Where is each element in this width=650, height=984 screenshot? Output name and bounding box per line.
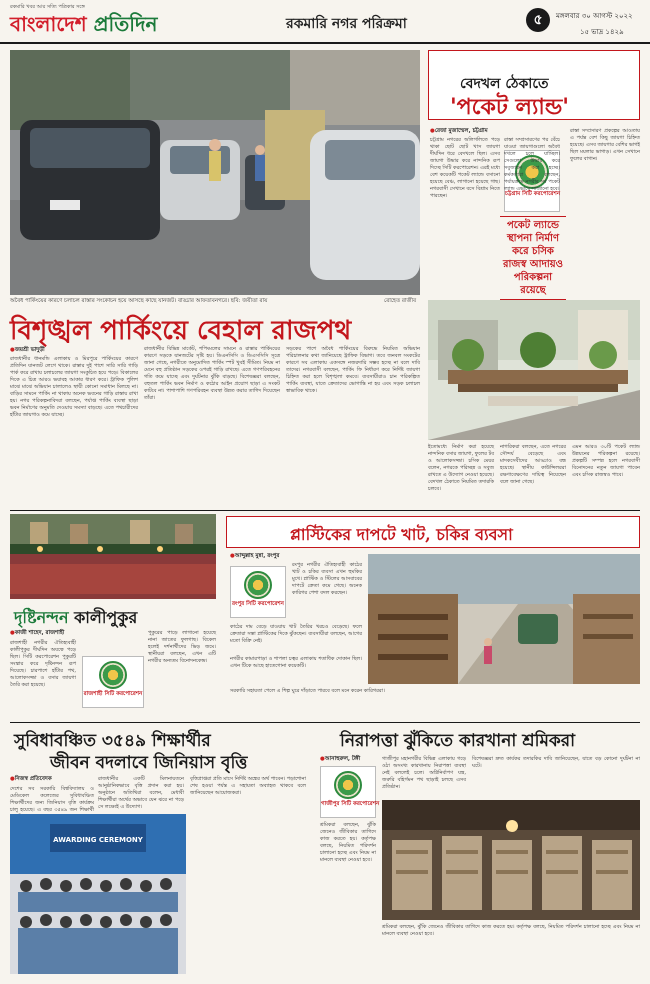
rangpur-logo-box xyxy=(230,566,286,618)
section-title: রকমারি নগর পরিক্রমা xyxy=(286,16,407,32)
plastic-col-1: রংপুর নগরীর ঐতিহ্যবাহী কাঠের খাট ও চকির ব্যবসা এখন হুমকির মুখে। প্লাস্টিক ও স্টিলের আসবাবের দাপটে ক্রেতা কমে গেছে। অনেক কারিগর পেশা বদল করছেন। xyxy=(292,562,362,596)
parking-photo xyxy=(10,50,420,295)
plastic-byline: ● আব্দুল্লাহ মুন্না, রংপুর xyxy=(230,553,279,561)
scholarship-photo xyxy=(10,814,186,974)
scholarship-photo-banner: AWARDING CEREMONY xyxy=(53,836,143,844)
brand-part1: বাংলাদেশ xyxy=(10,12,94,36)
rajshahi-logo-icon xyxy=(99,661,127,689)
gazipur-logo-label: গাজীপুর সিটি করপোরেশন xyxy=(321,801,380,807)
kalipukur-col-2: পুকুরের পাড়ে লাগানো হয়েছে নানা জাতের ফুলগাছ। বিকেল হলেই দর্শনার্থীদের ভিড় জমে। স্থানীয়রা বলছেন, এখন এটি নগরীর অন্যতম বিনোদনকেন্দ্র। xyxy=(148,630,216,664)
divider-1 xyxy=(10,510,640,511)
gazipur-logo-box xyxy=(320,766,380,818)
scholarship-col-2: রাজধানীর একটি মিলনায়তনে আনুষ্ঠানিকভাবে বৃত্তি প্রদান করা হয়। অনুষ্ঠানে অতিথিরা বলেন, মেধাবী শিক্ষার্থীরা অর্থের অভাবে যেন ঝরে না পড়ে সে লক্ষ্যেই এ উদ্যোগ। xyxy=(98,776,184,810)
kalipukur-byline: ● কাজী শাহেদ, রাজশাহী xyxy=(10,630,64,638)
pocket-bottom-col-3: এমন আরও ৩০টি পকেট ল্যান্ড উন্নয়নের পরিকল্পনা রয়েছে। প্রকল্পটি সম্পন্ন হলে নগরবাসী বিনোদনের নতুন জায়গা পাবেন এবং চসিক রাজস্বও পাবে। xyxy=(572,444,640,478)
brand-logo xyxy=(10,10,157,43)
rangpur-logo-icon xyxy=(244,571,272,599)
workers-photo-image xyxy=(382,800,640,920)
kalipukur-photo xyxy=(10,514,216,599)
pocket-pullquote: পকেট ল্যান্ডে স্থাপনা নির্মাণ করে চসিক রাজস্ব আদায়ও পরিকল্পনা রয়েছে xyxy=(500,216,566,300)
pocket-bottom-col-2: নাগরিকরা বলছেন, এতে নগরের সৌন্দর্য বেড়েছে এবং মাদকসেবীদের আড্ডাও বন্ধ হয়েছে। স্থানীয় কাউন্সিলররা রক্ষণাবেক্ষণের দায়িত্ব নিয়েছেন বলে জানা গেছে। xyxy=(500,444,566,485)
parking-col-3: সড়কের পাশে অবৈধ পার্কিংয়ের বিরুদ্ধে নিয়মিত অভিযান পরিচালনার কথা জানিয়েছে ট্রাফিক বিভাগ। তবে জনবল সংকটের কারণে সব এলাকায় একসঙ্গে নজরদারি সম্ভব হচ্ছে না বলে দাবি তাদের। নগরবাসী বলছেন, পার্কিং ফি নির্ধারণ করে নির্দিষ্ট জায়গা চিহ্নিত করা হলে বিশৃঙ্খলা কমবে। ব্যবসায়ীরাও চান পরিকল্পিত পার্কিং ব্যবস্থা, যাতে ক্রেতাদের ভোগান্তি না হয় এবং সড়ক চলাচল স্বাভাবিক থাকে। xyxy=(286,346,420,394)
brand-tagline: রকমারি খবর আর সত্যি পত্রিকার সঙ্গে xyxy=(10,4,85,10)
pocket-col-3: রাস্তা সম্প্রসারণ প্রকল্পের আওতায় এ পর্যন্ত বেশ কিছু জায়গা চিহ্নিত হয়েছে। এসব জায়গার বেশির ভাগই ছিল ময়লার ভাগাড়। এখন সেখানে ফুলের বাগান। xyxy=(570,128,641,162)
page-number: ৫ xyxy=(526,8,550,32)
workers-byline: ● আনাহুরুল, টঙ্গী xyxy=(320,756,360,764)
parking-photo-credit: রোহেত রাজীব xyxy=(384,298,417,304)
brand-part2: প্রতিদিন xyxy=(93,12,158,36)
plastic-col-4: সরকারি সহায়তা পেলে এ শিল্প ঘুরে দাঁড়াতে পারবে বলে মনে করেন কারিগররা। xyxy=(230,688,385,694)
divider-2 xyxy=(10,722,640,723)
plastic-col-2: কাঠের দাম বেড়ে যাওয়ায় খাট তৈরির খরচও বেড়েছে। ফলে ক্রেতারা সস্তা প্লাস্টিকের দিকে ঝুঁকছেন। ব্যবসায়ীরা বলছেন, আগের মতো বিক্রি নেই। xyxy=(230,624,362,644)
pocket-col-2: রাস্তা সম্প্রসারণের পর বেঁচে যাওয়া জায়গাগুলো অবৈধ দখলে চলে যাচ্ছিল। সেগুলো উদ্ধার করে সবুজায়ন করা হচ্ছে। কর্মকর্তারা বলছেন, পর্যায়ক্রমে নগরীর সব পকেট ল্যান্ড এভাবে সাজানো হবে। xyxy=(504,137,560,192)
pocket-kicker: বেদখল ঠেকাতে xyxy=(460,76,549,92)
parking-headline: বিশৃঙ্খল পার্কিংয়ে বেহাল রাজপথ xyxy=(10,316,352,346)
kalipukur-col-1: রাজশাহী নগরীর ঐতিহ্যবাহী কালীপুকুর দীর্ঘদিন অযত্নে পড়ে ছিল। সিটি করপোরেশন পুকুরটি সংস্কার করে দৃষ্টিনন্দন রূপ দিয়েছে। চারপাশে হাঁটার পথ, আলোকসজ্জা ও বসার জায়গা তৈরি করা হয়েছে। xyxy=(10,640,76,688)
parking-photo-caption: অবৈধ পার্কিংয়ের কারণে চলাচল রাস্তার সংকোচন হয়ে আসছে কাছে যানজট। বাড্ডার আফতাবনগরে। ছবি: জয়ীতা রায় xyxy=(10,298,268,304)
pocket-photo-image xyxy=(428,300,640,440)
chattogram-logo-label: চট্টগ্রাম সিটি করপোরেশন xyxy=(505,191,560,197)
scholarship-col-3: বৃত্তিপ্রাপ্তরা প্রতি মাসে নির্দিষ্ট অঙ্কের অর্থ পাবেন। পড়াশোনা শেষ হওয়া পর্যন্ত এ সহায়তা অব্যাহত থাকবে বলে জানিয়েছেন আয়োজকরা। xyxy=(190,776,306,796)
pocket-bottom-col-1: ইতোমধ্যে নির্মাণ করা হয়েছে নান্দনিক বসার জায়গা, ফুলের টব ও আলোকসজ্জা। চসিক মেয়র বলেন, নগরকে পরিচ্ছন্ন ও সবুজ রাখতে এ উদ্যোগ নেওয়া হয়েছে। বেদখল ঠেকাতে নিয়মিত তদারকি চলবে। xyxy=(428,444,494,492)
parking-photo-image xyxy=(10,50,420,295)
workers-col-1: গাজীপুর মহানগরীর বিভিন্ন এলাকায় গড়ে ওঠা অসংখ্য কারখানায় নিরাপত্তা ব্যবস্থা নেই বললেই চলে। অগ্নিনির্বাপণ যন্ত্র, জরুরি বহির্গমন পথ ছাড়াই চলছে এসব প্রতিষ্ঠান। xyxy=(382,756,466,790)
pocket-headline: 'পকেট ল্যান্ড' xyxy=(450,94,569,120)
date-line-1: মঙ্গলবার ৩০ আগস্ট ২০২২ xyxy=(556,12,633,20)
rajshahi-logo-label: রাজশাহী সিটি করপোরেশন xyxy=(83,691,143,697)
workers-col-4: শ্রমিকরা বলছেন, ঝুঁকি জেনেও জীবিকার তাগিদে কাজ করতে হয়। কর্তৃপক্ষ বলছে, নিয়মিত পরিদর্শন চালানো হচ্ছে এবং নিয়ম না মানলে ব্যবস্থা নেওয়া হবে। xyxy=(382,924,640,937)
workers-photo xyxy=(382,800,640,920)
workers-col-2: শ্রমিকরা বলছেন, ঝুঁকি জেনেও জীবিকার তাগিদে কাজ করতে হয়। কর্তৃপক্ষ বলছে, নিয়মিত পরিদর্শন চালানো হচ্ছে এবং নিয়ম না মানলে ব্যবস্থা নেওয়া হবে। xyxy=(320,822,376,863)
kalipukur-headline xyxy=(14,605,137,632)
kalipukur-photo-image xyxy=(10,514,216,599)
date-line-2: ১৫ ভাদ্র ১৪২৯ xyxy=(580,28,624,36)
plastic-headline: প্লাস্টিকের দাপটে খাট, চকির ব্যবসা xyxy=(290,525,513,544)
kalipukur-headline-part1: দৃষ্টিনন্দন xyxy=(14,608,75,627)
scholarship-headline-1: সুবিধাবঞ্চিত ৩৫৪৯ শিক্ষার্থীর xyxy=(14,731,211,751)
pocket-photo xyxy=(428,300,640,440)
parking-col-1: রাজধানীর ধানমন্ডি এলাকায় ও মিরপুরে পার্কিংয়ের কারণে প্রতিদিন যানজট লেগে থাকে। রাস্তার দুই পাশে সারি সারি গাড়ি পার্ক করে রাখায় চলাচলের জায়গা সংকুচিত হয়ে পড়ে। বিকালের দিকে এ চিত্র আরও ভয়াবহ আকার ধারণ করে। ট্রাফিক পুলিশ মাঝে মাঝে অভিযান চালালেও স্থায়ী কোনো সমাধান মিলছে না। বাড়ির সামনে পার্কিং না থাকায় অনেক ভবনের গাড়ি রাস্তায় রাখা হয়। নগর পরিকল্পনাবিদরা বলছেন, পর্যাপ্ত পার্কিং ব্যবস্থা ছাড়া ভবন নির্মাণের অনুমতি দেওয়ায় সমস্যা বাড়ছে। এতে পথচারীদের হাঁটার জায়গাও কমে যাচ্ছে। xyxy=(10,356,138,418)
pocket-col-1: চট্টগ্রাম নগরের অলিগলিতে পড়ে থাকা ছোট ছোট খাস জায়গা দীর্ঘদিন ধরে বেদখলে ছিল। এসব জায়গা উদ্ধার করে নান্দনিক রূপ দিচ্ছে সিটি করপোরেশন। এরই মধ্যে বেশ কয়েকটি পকেট ল্যান্ডে বসানো হয়েছে বেঞ্চ, লাগানো হয়েছে গাছ। নগরবাসী সেখানে বসে বিশ্রাম নিতে পারছেন। xyxy=(430,137,500,199)
workers-col-3: বিশেষজ্ঞরা দ্রুত কার্যকর তদারকির দাবি জানিয়েছেন, যাতে বড় কোনো দুর্ঘটনা না ঘটে। xyxy=(472,756,640,769)
parking-col-2: রাজধানীর বিভিন্ন মার্কেট, শপিংমলের সামনে ও রাস্তার পার্কিংয়ের কারণে সড়কে যানজটের সৃষ্টি হয়। ডিএনসিসি ও ডিএসসিসি সূত্রে জানা গেছে, নগরীতে অনুমোদিত পার্কিং স্পট খুবই সীমিত। নিয়ম না মেনে বহু প্রতিষ্ঠান সড়কের ওপরই গাড়ি রাখছে। এতে গণপরিবহনের গতি কমে যাচ্ছে এবং দুর্ঘটনার ঝুঁকি বাড়ছে। বিশেষজ্ঞরা বলছেন, বহুতল পার্কিং ভবন নির্মাণ ও কঠোর আইন প্রয়োগ ছাড়া এ সংকট কাটবে না। পাশাপাশি গণপরিবহন ব্যবস্থা উন্নত করার তাগিদ দিয়েছেন তাঁরা। xyxy=(144,346,280,401)
rangpur-logo-label: রংপুর সিটি করপোরেশন xyxy=(232,601,284,607)
plastic-photo xyxy=(368,554,640,684)
rajshahi-logo-box xyxy=(82,656,144,708)
scholarship-byline: ● নিজস্ব প্রতিবেদক xyxy=(10,776,52,784)
plastic-photo-image xyxy=(368,554,640,684)
kalipukur-headline-part2: কালীপুকুর xyxy=(74,608,138,627)
workers-headline: নিরাপত্তা ঝুঁকিতে কারখানা শ্রমিকরা xyxy=(340,731,576,751)
scholarship-headline-2: জীবন বদলাবে জিনিয়াস বৃত্তি xyxy=(50,753,248,773)
parking-byline: ● জয়শ্রী ভাদুড়ী xyxy=(10,347,45,355)
plastic-col-3: নগরীর কামারপাড়া ও শাপলা চত্বর এলাকায় শতাধিক দোকান ছিল। এখন টিকে আছে হাতেগোনা কয়েকটি। xyxy=(230,656,362,669)
scholarship-col-1: দেশের সব সরকারি বিশ্ববিদ্যালয় ও মেডিকেল কলেজের সুবিধাবঞ্চিত শিক্ষার্থীদের জন্য জিনিয়াস বৃত্তি কার্যক্রম চালু হয়েছে। এ বছর ৩৫৪৯ জন শিক্ষার্থী xyxy=(10,786,94,813)
gazipur-logo-icon xyxy=(334,771,362,799)
pocket-byline: ● রেজা মুজাম্মেল, চট্টগ্রাম xyxy=(430,128,488,136)
